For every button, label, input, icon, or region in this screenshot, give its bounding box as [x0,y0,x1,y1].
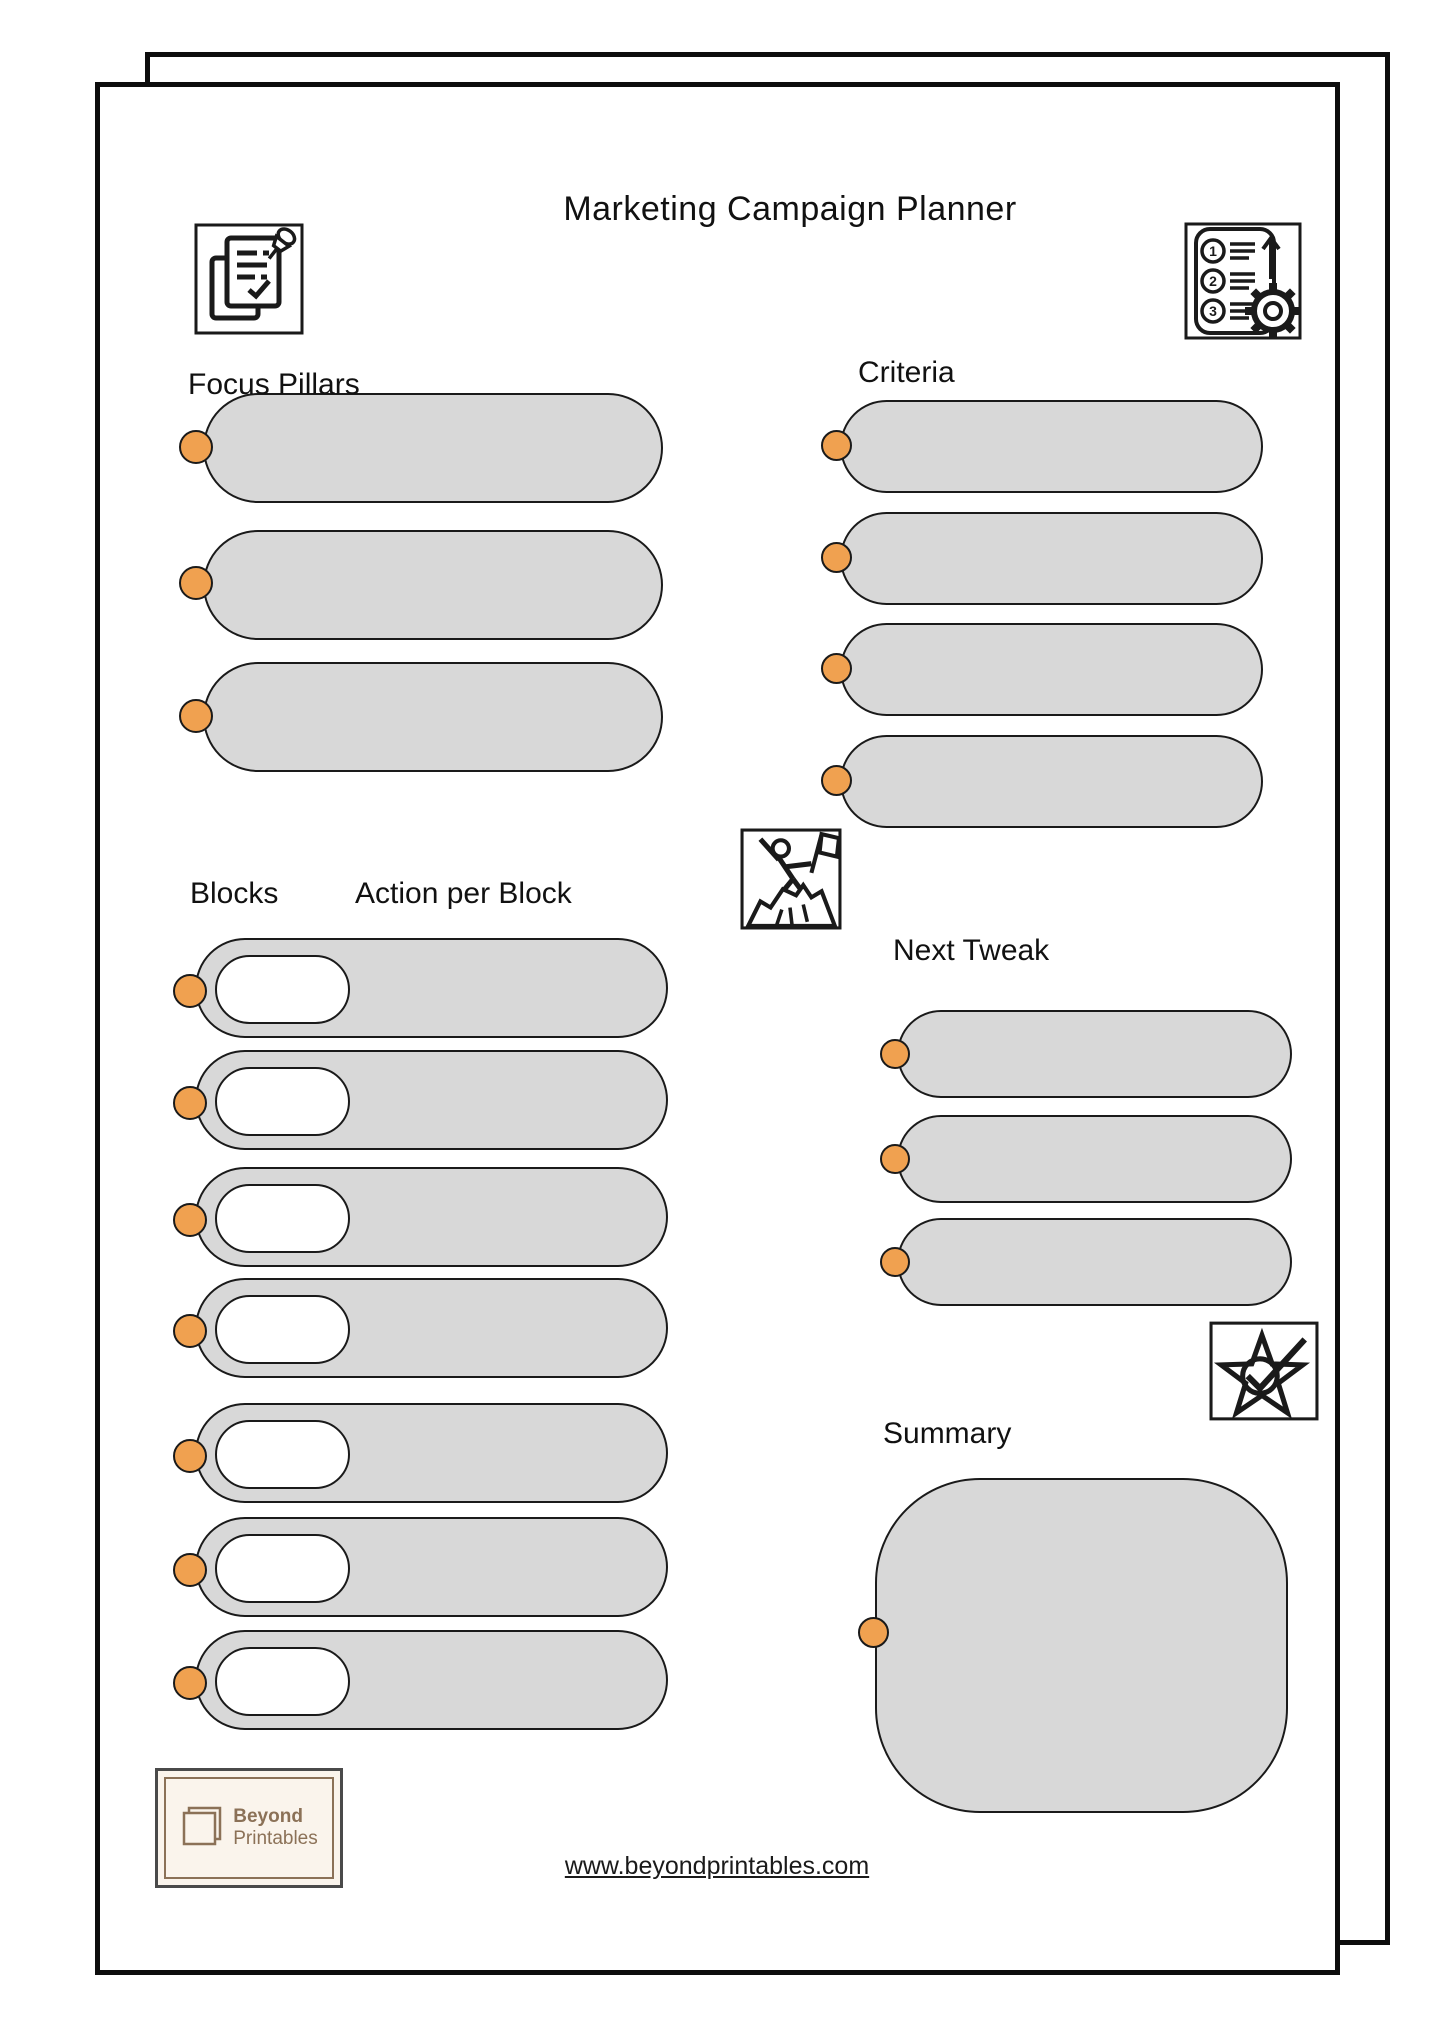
focus-pillar-field[interactable] [203,530,663,640]
action-per-block-field[interactable] [195,1517,668,1617]
next-tweak-heading: Next Tweak [893,934,1050,967]
criteria-heading: Criteria [858,356,955,389]
orange-dot-icon [880,1247,910,1277]
action-per-block-field[interactable] [195,1278,668,1378]
brand-logo-text [233,1806,318,1850]
next-tweak-field[interactable] [897,1218,1292,1306]
mountain-summit-flag-icon [740,828,842,930]
orange-dot-icon [173,1666,207,1700]
star-check-icon [1209,1321,1319,1421]
summary-field[interactable] [875,1478,1288,1813]
criteria-field[interactable] [840,400,1263,493]
orange-dot-icon [821,542,852,573]
action-per-block-field[interactable] [195,1050,668,1150]
block-label-field[interactable] [215,1420,350,1489]
block-label-field[interactable] [215,1067,350,1136]
orange-dot-icon [173,1439,207,1473]
orange-dot-icon [173,1314,207,1348]
orange-dot-icon [858,1617,889,1648]
brand-name-line2: Printables [233,1828,318,1849]
brand-name-line1: Beyond [233,1806,303,1827]
focus-pillar-field[interactable] [203,662,663,772]
svg-text:3: 3 [1209,303,1217,319]
action-per-block-field[interactable] [195,1167,668,1267]
block-label-field[interactable] [215,1647,350,1716]
blocks-heading: Blocks [190,877,279,910]
numbered-list-gear-icon [1183,221,1303,341]
action-per-block-field[interactable] [195,1630,668,1730]
orange-dot-icon [179,430,213,464]
stacked-squares-icon [180,1804,224,1853]
page-title: Marketing Campaign Planner [563,190,1017,228]
criteria-field[interactable] [840,623,1263,716]
action-per-block-field[interactable] [195,938,668,1038]
block-label-field[interactable] [215,1184,350,1253]
orange-dot-icon [821,765,852,796]
orange-dot-icon [880,1144,910,1174]
orange-dot-icon [173,1203,207,1237]
criteria-field[interactable] [840,512,1263,605]
clipboard-pushpin-icon [193,222,305,336]
next-tweak-field[interactable] [897,1010,1292,1098]
svg-text:2: 2 [1209,273,1217,289]
website-link[interactable]: www.beyondprintables.com [564,1852,870,1880]
orange-dot-icon [880,1039,910,1069]
orange-dot-icon [173,1086,207,1120]
orange-dot-icon [173,974,207,1008]
action-per-block-field[interactable] [195,1403,668,1503]
orange-dot-icon [173,1553,207,1587]
orange-dot-icon [179,699,213,733]
summary-heading: Summary [883,1417,1012,1450]
svg-text:1: 1 [1209,243,1217,259]
block-label-field[interactable] [215,1295,350,1364]
block-label-field[interactable] [215,1534,350,1603]
action-per-block-heading: Action per Block [355,877,572,910]
criteria-field[interactable] [840,735,1263,828]
orange-dot-icon [179,566,213,600]
brand-logo-frame [164,1777,334,1879]
orange-dot-icon [821,430,852,461]
block-label-field[interactable] [215,955,350,1024]
focus-pillars-heading: Focus Pillars [188,368,360,401]
orange-dot-icon [821,653,852,684]
focus-pillar-field[interactable] [203,393,663,503]
brand-logo [155,1768,343,1888]
next-tweak-field[interactable] [897,1115,1292,1203]
